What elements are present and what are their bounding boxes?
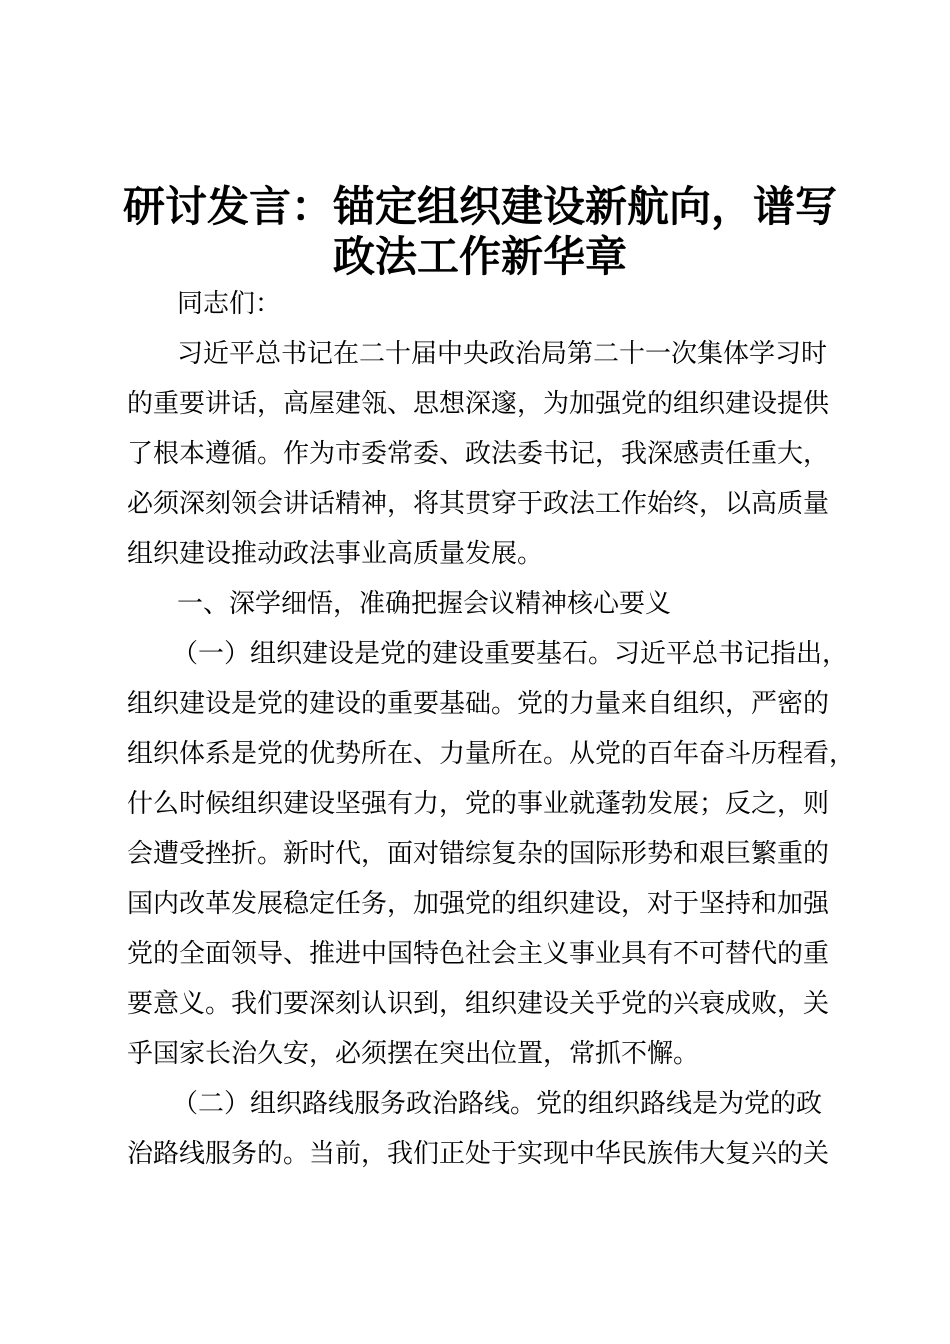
paragraph-line: 乎国家长治久安，必须摆在突出位置，常抓不懈。	[127, 1039, 700, 1069]
paragraph-line: 组织建设推动政法事业高质量发展。	[127, 539, 544, 569]
paragraph-line: 治路线服务的。当前，我们正处于实现中华民族伟大复兴的关	[127, 1139, 830, 1169]
paragraph-line: 党的全面领导、推进中国特色社会主义事业具有不可替代的重	[127, 939, 830, 969]
paragraph-line: （一）组织建设是党的建设重要基石。习近平总书记指出，	[172, 639, 849, 669]
section-heading: 一、深学细悟，准确把握会议精神核心要义	[177, 589, 672, 619]
paragraph-line: 要意义。我们要深刻认识到，组织建设关乎党的兴衰成败，关	[127, 989, 830, 1019]
paragraph-line: 的重要讲话，高屋建瓴、思想深邃，为加强党的组织建设提供	[127, 389, 830, 419]
paragraph-line: 会遭受挫折。新时代，面对错综复杂的国际形势和艰巨繁重的	[127, 839, 830, 869]
paragraph-line: 什么时候组织建设坚强有力，党的事业就蓬勃发展；反之，则	[127, 789, 830, 819]
document-title-line-1: 研讨发言：锚定组织建设新航向，谱写	[122, 182, 837, 231]
salutation: 同志们：	[177, 289, 282, 319]
paragraph-line: 习近平总书记在二十届中央政治局第二十一次集体学习时	[177, 339, 828, 369]
paragraph-line: 国内改革发展稳定任务，加强党的组织建设，对于坚持和加强	[127, 889, 830, 919]
paragraph-line: 组织建设是党的建设的重要基础。党的力量来自组织，严密的	[127, 689, 830, 719]
paragraph-line: 组织体系是党的优势所在、力量所在。从党的百年奋斗历程看，	[127, 739, 856, 769]
paragraph-line: （二）组织路线服务政治路线。党的组织路线是为党的政	[172, 1089, 823, 1119]
document-title-line-2: 政法工作新华章	[332, 232, 627, 281]
paragraph-line: 必须深刻领会讲话精神，将其贯穿于政法工作始终，以高质量	[127, 489, 830, 519]
paragraph-line: 了根本遵循。作为市委常委、政法委书记，我深感责任重大，	[127, 439, 830, 469]
